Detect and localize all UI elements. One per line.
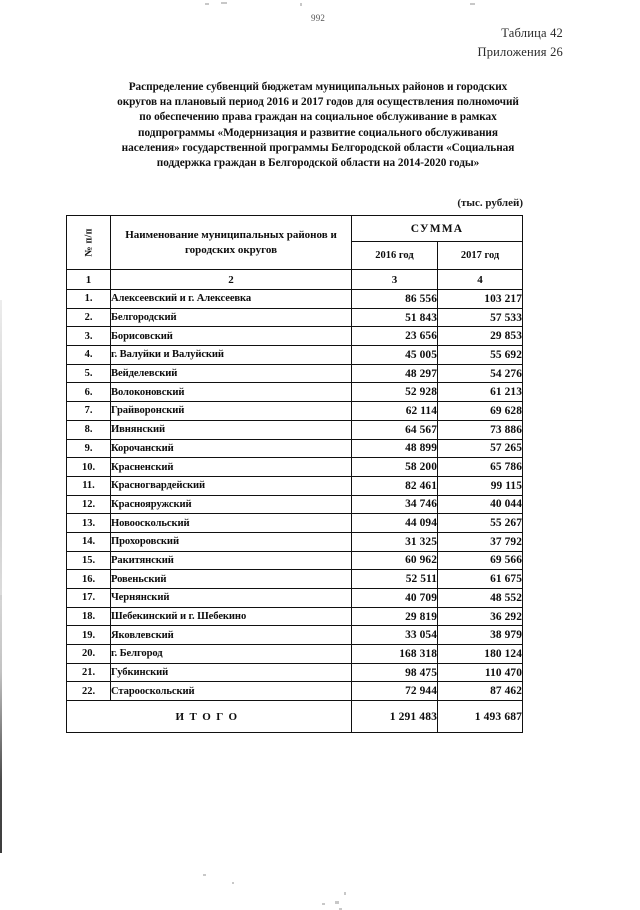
column-number-4: 4	[438, 270, 523, 290]
cell-value-2017: 69 628	[438, 402, 523, 421]
cell-value-2017: 37 792	[438, 532, 523, 551]
cell-index: 10.	[67, 458, 111, 477]
cell-value-2017: 38 979	[438, 626, 523, 645]
cell-value-2016: 168 318	[352, 645, 438, 664]
scan-speck	[203, 874, 206, 876]
table-row	[67, 682, 523, 701]
table-row	[67, 420, 523, 439]
cell-value-2016: 72 944	[352, 682, 438, 701]
cell-index: 14.	[67, 532, 111, 551]
appendix-label: Приложения 26	[477, 45, 563, 59]
cell-value-2017: 103 217	[438, 290, 523, 309]
cell-value-2016: 60 962	[352, 551, 438, 570]
document-title	[68, 80, 568, 171]
cell-value-2017: 36 292	[438, 607, 523, 626]
table-head	[67, 216, 523, 290]
cell-municipality-name: Чернянский	[111, 589, 352, 608]
cell-index: 18.	[67, 607, 111, 626]
cell-value-2017: 99 115	[438, 476, 523, 495]
scan-speck	[232, 882, 234, 884]
cell-value-2016: 40 709	[352, 589, 438, 608]
cell-value-2017: 29 853	[438, 327, 523, 346]
table-row	[67, 663, 523, 682]
cell-municipality-name: Ракитянский	[111, 551, 352, 570]
cell-municipality-name: г. Валуйки и Валуйский	[111, 346, 352, 365]
cell-value-2017: 54 276	[438, 364, 523, 383]
cell-value-2017: 55 692	[438, 346, 523, 365]
page-number: 992	[311, 13, 326, 23]
cell-municipality-name: Корочанский	[111, 439, 352, 458]
title-line-4: подпрограммы «Модернизация и развитие социального обслуживания	[138, 126, 498, 139]
cell-index: 9.	[67, 439, 111, 458]
cell-index: 16.	[67, 570, 111, 589]
cell-index: 4.	[67, 346, 111, 365]
cell-value-2016: 58 200	[352, 458, 438, 477]
table-row	[67, 532, 523, 551]
cell-index: 6.	[67, 383, 111, 402]
cell-value-2017: 57 265	[438, 439, 523, 458]
cell-value-2016: 34 746	[352, 495, 438, 514]
title-line-6: поддержка граждан в Белгородской области на 2014-2020 годы»	[156, 157, 480, 170]
cell-value-2017: 57 533	[438, 308, 523, 327]
cell-index: 17.	[67, 589, 111, 608]
header-year-2016: 2016 год	[352, 242, 438, 270]
title-line-5: населения» государственной программы Белгородской области «Социальная	[121, 141, 515, 154]
total-value-2017: 1 493 687	[438, 701, 523, 733]
header-sum: СУММА	[352, 216, 523, 242]
table-header-row-1	[67, 216, 523, 242]
scan-artifact-left-dark	[0, 595, 2, 853]
cell-index: 1.	[67, 290, 111, 309]
cell-value-2017: 180 124	[438, 645, 523, 664]
total-value-2016: 1 291 483	[352, 701, 438, 733]
cell-municipality-name: Губкинский	[111, 663, 352, 682]
cell-value-2017: 69 566	[438, 551, 523, 570]
cell-value-2017: 61 213	[438, 383, 523, 402]
cell-value-2016: 23 656	[352, 327, 438, 346]
scan-speck	[335, 901, 339, 904]
table-row	[67, 514, 523, 533]
cell-index: 20.	[67, 645, 111, 664]
table-foot	[67, 701, 523, 733]
cell-municipality-name: Прохоровский	[111, 532, 352, 551]
table-row	[67, 645, 523, 664]
table-row	[67, 364, 523, 383]
cell-municipality-name: Красненский	[111, 458, 352, 477]
cell-value-2017: 55 267	[438, 514, 523, 533]
table-row	[67, 476, 523, 495]
table-row	[67, 308, 523, 327]
cell-municipality-name: Грайворонский	[111, 402, 352, 421]
cell-municipality-name: Волоконовский	[111, 383, 352, 402]
cell-index: 8.	[67, 420, 111, 439]
scan-speck	[300, 3, 302, 6]
cell-value-2017: 48 552	[438, 589, 523, 608]
cell-value-2017: 61 675	[438, 570, 523, 589]
cell-municipality-name: Яковлевский	[111, 626, 352, 645]
cell-index: 7.	[67, 402, 111, 421]
scan-speck	[344, 892, 346, 895]
cell-municipality-name: Краснояружский	[111, 495, 352, 514]
cell-municipality-name: Вейделевский	[111, 364, 352, 383]
column-number-1: 1	[67, 270, 111, 290]
scan-speck	[221, 2, 227, 4]
table-body	[67, 290, 523, 701]
cell-municipality-name: Старооскольский	[111, 682, 352, 701]
cell-index: 5.	[67, 364, 111, 383]
cell-index: 2.	[67, 308, 111, 327]
cell-municipality-name: Белгородский	[111, 308, 352, 327]
table-row	[67, 589, 523, 608]
cell-value-2016: 51 843	[352, 308, 438, 327]
header-name: Наименование муниципальных районов и городских округов	[111, 216, 352, 270]
cell-municipality-name: г. Белгород	[111, 645, 352, 664]
cell-municipality-name: Новооскольский	[111, 514, 352, 533]
table-row	[67, 383, 523, 402]
cell-value-2016: 31 325	[352, 532, 438, 551]
cell-index: 12.	[67, 495, 111, 514]
table-row	[67, 607, 523, 626]
header-index-label: № п/п	[83, 228, 95, 257]
column-number-3: 3	[352, 270, 438, 290]
cell-municipality-name: Красногвардейский	[111, 476, 352, 495]
cell-value-2016: 29 819	[352, 607, 438, 626]
table-row	[67, 626, 523, 645]
cell-value-2016: 52 928	[352, 383, 438, 402]
header-index-rotated	[67, 216, 111, 269]
table-row	[67, 439, 523, 458]
cell-index: 13.	[67, 514, 111, 533]
title-line-1: Распределение субвенций бюджетам муниципальных районов и городских	[128, 81, 508, 93]
cell-value-2016: 52 511	[352, 570, 438, 589]
document-reference	[477, 24, 563, 62]
cell-index: 19.	[67, 626, 111, 645]
cell-value-2017: 40 044	[438, 495, 523, 514]
cell-value-2016: 98 475	[352, 663, 438, 682]
total-row	[67, 701, 523, 733]
cell-municipality-name: Борисовский	[111, 327, 352, 346]
header-year-2017: 2017 год	[438, 242, 523, 270]
cell-value-2017: 73 886	[438, 420, 523, 439]
subvention-table	[66, 215, 523, 733]
cell-municipality-name: Ивнянский	[111, 420, 352, 439]
title-line-3: по обеспечению права граждан на социальное обслуживание в рамках	[139, 111, 497, 124]
cell-index: 21.	[67, 663, 111, 682]
cell-value-2016: 44 094	[352, 514, 438, 533]
table-label: Таблица 42	[501, 26, 563, 40]
table-row	[67, 495, 523, 514]
cell-municipality-name: Ровеньский	[111, 570, 352, 589]
table-row	[67, 327, 523, 346]
cell-value-2016: 33 054	[352, 626, 438, 645]
scan-artifact-left-faint	[0, 300, 2, 600]
table-row	[67, 402, 523, 421]
units-caption: (тыс. рублей)	[457, 197, 523, 209]
cell-value-2017: 65 786	[438, 458, 523, 477]
cell-value-2016: 45 005	[352, 346, 438, 365]
table-row	[67, 570, 523, 589]
subvention-table-container	[66, 215, 522, 733]
cell-value-2016: 48 899	[352, 439, 438, 458]
table-row	[67, 346, 523, 365]
cell-value-2016: 48 297	[352, 364, 438, 383]
scan-speck	[205, 3, 209, 5]
cell-index: 11.	[67, 476, 111, 495]
cell-value-2016: 82 461	[352, 476, 438, 495]
cell-value-2016: 62 114	[352, 402, 438, 421]
column-number-2: 2	[111, 270, 352, 290]
cell-index: 15.	[67, 551, 111, 570]
cell-index: 22.	[67, 682, 111, 701]
cell-value-2016: 86 556	[352, 290, 438, 309]
total-label: ИТОГО	[67, 701, 352, 733]
cell-value-2016: 64 567	[352, 420, 438, 439]
table-column-number-row	[67, 270, 523, 290]
cell-value-2017: 110 470	[438, 663, 523, 682]
cell-index: 3.	[67, 327, 111, 346]
table-row	[67, 551, 523, 570]
title-line-2: округов на плановый период 2016 и 2017 годов для осуществления полномочий	[117, 96, 519, 109]
table-row	[67, 290, 523, 309]
cell-municipality-name: Алексеевский и г. Алексеевка	[111, 290, 352, 309]
cell-value-2017: 87 462	[438, 682, 523, 701]
header-index	[67, 216, 111, 270]
scan-speck	[470, 3, 475, 5]
cell-municipality-name: Шебекинский и г. Шебекино	[111, 607, 352, 626]
table-row	[67, 458, 523, 477]
